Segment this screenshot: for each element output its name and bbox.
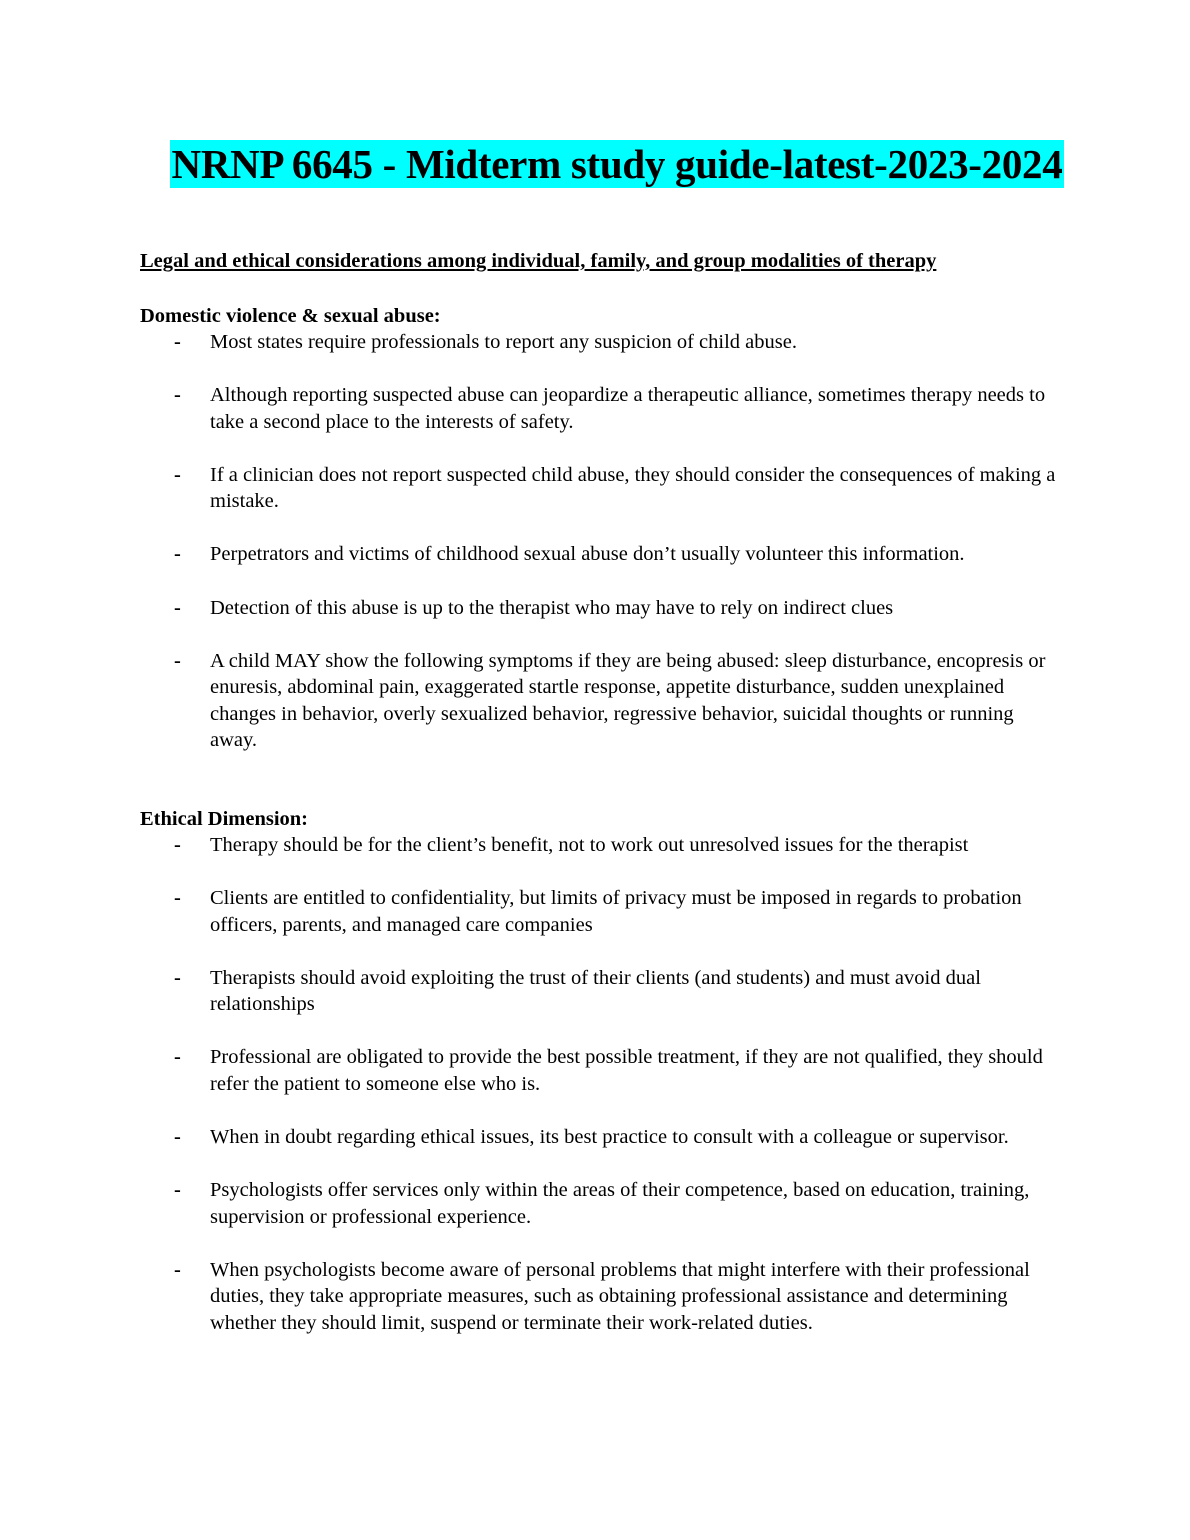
list-item [140,1044,1060,1097]
bullet-dash: - [174,331,181,353]
section-title: Ethical Dimension: [140,808,308,830]
list-item-text: Detection of this abuse is up to the therapist who may have to rely on indirect clues [210,596,894,619]
list-item-text: When in doubt regarding ethical issues, its best practice to consult with a colleague or supervisor. [210,1126,1009,1149]
list-item-text: Clients are entitled to confidentiality, but limits of privacy must be imposed in regards to probation officers, parents, and managed care companies [210,887,1022,936]
bullet-dash: - [174,1046,181,1069]
list-item-text: Most states require professionals to report any suspicion of child abuse. [210,331,797,353]
list-item [140,965,1060,1018]
list-item [140,595,1060,621]
bullet-list [140,329,1060,753]
list-item-text: Professional are obligated to provide the best possible treatment, if they are not qualified, they should refer the patient to someone else who is. [210,1046,1043,1095]
list-item-text: If a clinician does not report suspected child abuse, they should consider the consequences of making a mistake. [210,463,1056,513]
list-item [140,1257,1060,1336]
bullet-dash: - [174,650,181,673]
bullet-dash: - [174,834,181,856]
list-item [140,462,1060,515]
list-item-text: Therapists should avoid exploiting the trust of their clients (and students) and must avoid dual relationships [210,966,981,1016]
document-title: NRNP 6645 - Midterm study guide-latest-2023-2024 [171,141,1063,187]
bullet-dash: - [174,463,181,486]
section-title: Domestic violence & sexual abuse: [140,305,441,327]
bullet-dash: - [174,1126,181,1149]
bullet-dash: - [174,543,181,566]
bullet-dash: - [174,1258,181,1281]
list-item [140,885,1060,938]
list-item [140,832,1060,858]
section-domestic-violence [140,303,1060,753]
list-item [140,1124,1060,1150]
bullet-dash: - [174,966,181,989]
list-item-text: Therapy should be for the client’s benefit, not to work out unresolved issues for the therapist [210,834,969,856]
list-item-text: Perpetrators and victims of childhood sexual abuse don’t usually volunteer this information. [210,543,965,566]
list-item [140,382,1060,435]
list-item [140,541,1060,567]
main-heading: Legal and ethical considerations among individual, family, and group modalities of therapy [140,250,937,272]
list-item-text: When psychologists become aware of personal problems that might interfere with their professional duties, they take appropriate measures, such as obtaining professional assistance and determining whether they should limit, suspend or terminate their work-related duties. [210,1258,1030,1334]
bullet-dash: - [174,1179,181,1202]
bullet-dash: - [174,384,181,407]
list-item [140,1177,1060,1230]
bullet-list [140,832,1060,1336]
section-ethical-dimension [140,806,1060,1336]
bullet-dash: - [174,887,181,910]
list-item-text: Psychologists offer services only within the areas of their competence, based on education, training, supervision or professional experience. [210,1179,1030,1228]
list-item-text: Although reporting suspected abuse can jeopardize a therapeutic alliance, sometimes therapy needs to take a second place to the interests of safety. [210,384,1046,433]
list-item-text: A child MAY show the following symptoms if they are being abused: sleep disturbance, encopresis or enuresis, abdominal pain, exaggerated startle response, appetite disturbance, sudden unexplained changes in behavior, overly sexualized behavior, regressive behavior, suicidal thoughts or running away. [210,650,1046,751]
list-item [140,329,1060,355]
list-item [140,648,1060,753]
title-container [166,140,1068,188]
bullet-dash: - [174,596,181,619]
